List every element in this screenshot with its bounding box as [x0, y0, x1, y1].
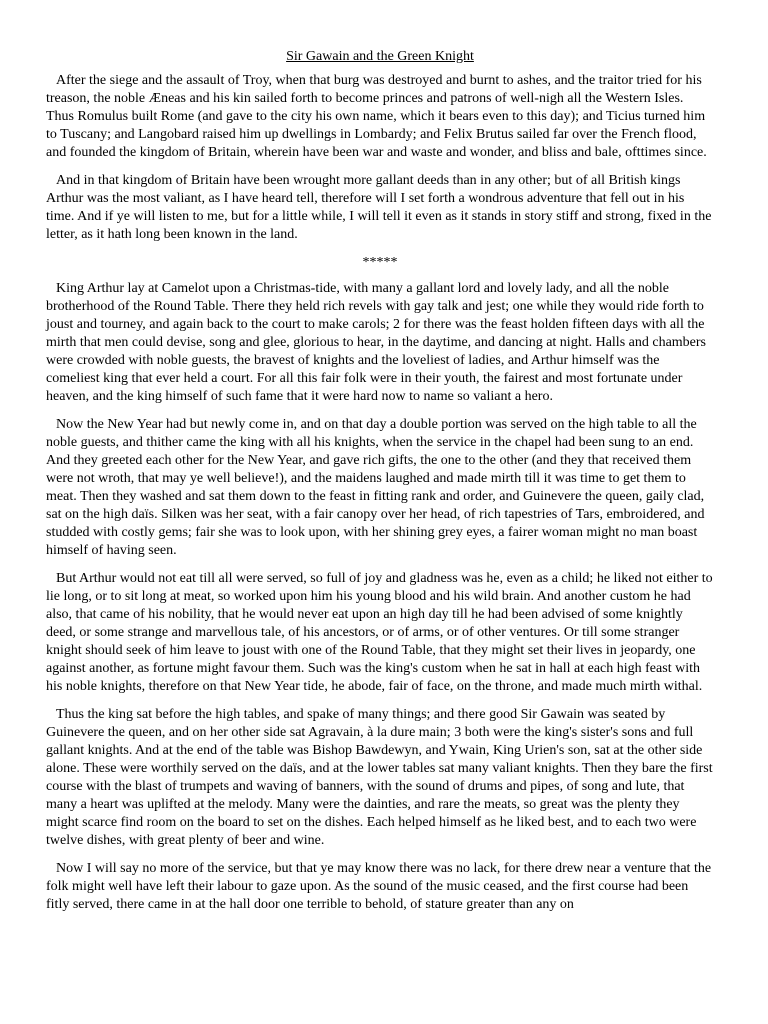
paragraph-high-tables: Thus the king sat before the high tables, and spake of many things; and there good Sir Gawain was seated by Guinevere the queen, and on her other side sat Agravain, à la dure main; 3 both were the king's sister's sons and full gallant knights. And at the end of the table was Bishop Bawdewyn, and Ywain, King Urien's son, sat at the other side alone. These were worthily served on the daïs, and at the lower tables sat many valiant knights. Then they bare the first course with the blast of trumpets and waving of banners, with the sound of drums and pipes, of song and lute, that many a heart was uplifted at the melody. Many were the dainties, and rare the meats, so great was the plenty they might scarce find room on the board to set on the dishes. Each helped himself as he liked best, and to each two were twelve dishes, with great plenty of beer and wine.	[46, 707, 713, 848]
paragraph-troy: After the siege and the assault of Troy, when that burg was destroyed and burnt to ashes, and the traitor tried for his treason, the noble Æneas and his kin sailed forth to become princes and patrons of well-nigh all the Western Isles. Thus Romulus built Rome (and gave to the city his own name, which it bears even to this day); and Ticius turned him to Tuscany; and Langobard raised him up dwellings in Lombardy; and Felix Brutus sailed far over the French flood, and founded the kingdom of Britain, wherein have been war and waste and wonder, and bliss and bale, ofttimes since.	[46, 73, 707, 160]
paragraph-new-year: Now the New Year had but newly come in, and on that day a double portion was served on the high table to all the noble guests, and thither came the king with all his knights, when the service in the chapel had been sung to an end. And they greeted each other for the New Year, and gave rich gifts, the one to the other (and they that received them were not wroth, that may ye well believe!), and the maidens laughed and made mirth till it was time to get them to meat. Then they washed and sat them down to the feast in fitting rank and order, and Guinevere the queen, gaily clad, sat on the high daïs. Silken was her seat, with a fair canopy over her head, of rich tapestries of Tars, embroidered, and studded with costly gems; fair she was to look upon, with her shining grey eyes, a fairer woman might no man boast himself of having seen.	[46, 417, 705, 558]
paragraph-britain: And in that kingdom of Britain have been wrought more gallant deeds than in any other; but of all British kings Arthur was the most valiant, as I have heard tell, therefore will I set forth a wondrous adventure that fell out in his time. And if ye will listen to me, but for a little while, I will tell it even as it stands in story stiff and strong, fixed in the letter, as it hath long been known in the land.	[46, 173, 712, 242]
document-title: Sir Gawain and the Green Knight	[286, 49, 474, 64]
section-separator: *****	[362, 255, 398, 270]
paragraph-arthur-custom: But Arthur would not eat till all were served, so full of joy and gladness was he, even as a child; he liked not either to lie long, or to sit long at meat, so worked upon him his young blood and his wild brain. And another custom he had also, that came of his nobility, that he would never eat upon an high day till he had been advised of some knightly deed, or some strange and marvellous tale, of his ancestors, or of arms, or of other ventures. Or till some stranger knight should seek of him leave to joust with one of the Round Table, that they might set their lives in jeopardy, one against another, as fortune might favour them. Such was the king's custom when he sat in hall at each high feast with his noble knights, therefore on that New Year tide, he abode, fair of face, on the throne, and made much mirth withal.	[46, 571, 713, 694]
paragraph-camelot: King Arthur lay at Camelot upon a Christmas-tide, with many a gallant lord and lovely lady, and all the noble brotherhood of the Round Table. There they held rich revels with gay talk and jest; one while they would ride forth to joust and tourney, and again back to the court to make carols; 2 for there was the feast holden fifteen days with all the mirth that men could devise, song and glee, glorious to hear, in the daytime, and dancing at night. Halls and chambers were crowded with noble guests, the bravest of knights and the loveliest of ladies, and Arthur himself was the comeliest king that ever held a court. For all this fair folk were in their youth, the fairest and most fortunate under heaven, and the king himself of such fame that it were hard now to name so valiant a hero.	[46, 281, 706, 404]
paragraph-venture: Now I will say no more of the service, but that ye may know there was no lack, for there drew near a venture that the folk might well have left their labour to gaze upon. As the sound of the music ceased, and the first course had been fitly served, there came in at the hall door one terrible to behold, of stature greater than any on	[46, 861, 712, 912]
